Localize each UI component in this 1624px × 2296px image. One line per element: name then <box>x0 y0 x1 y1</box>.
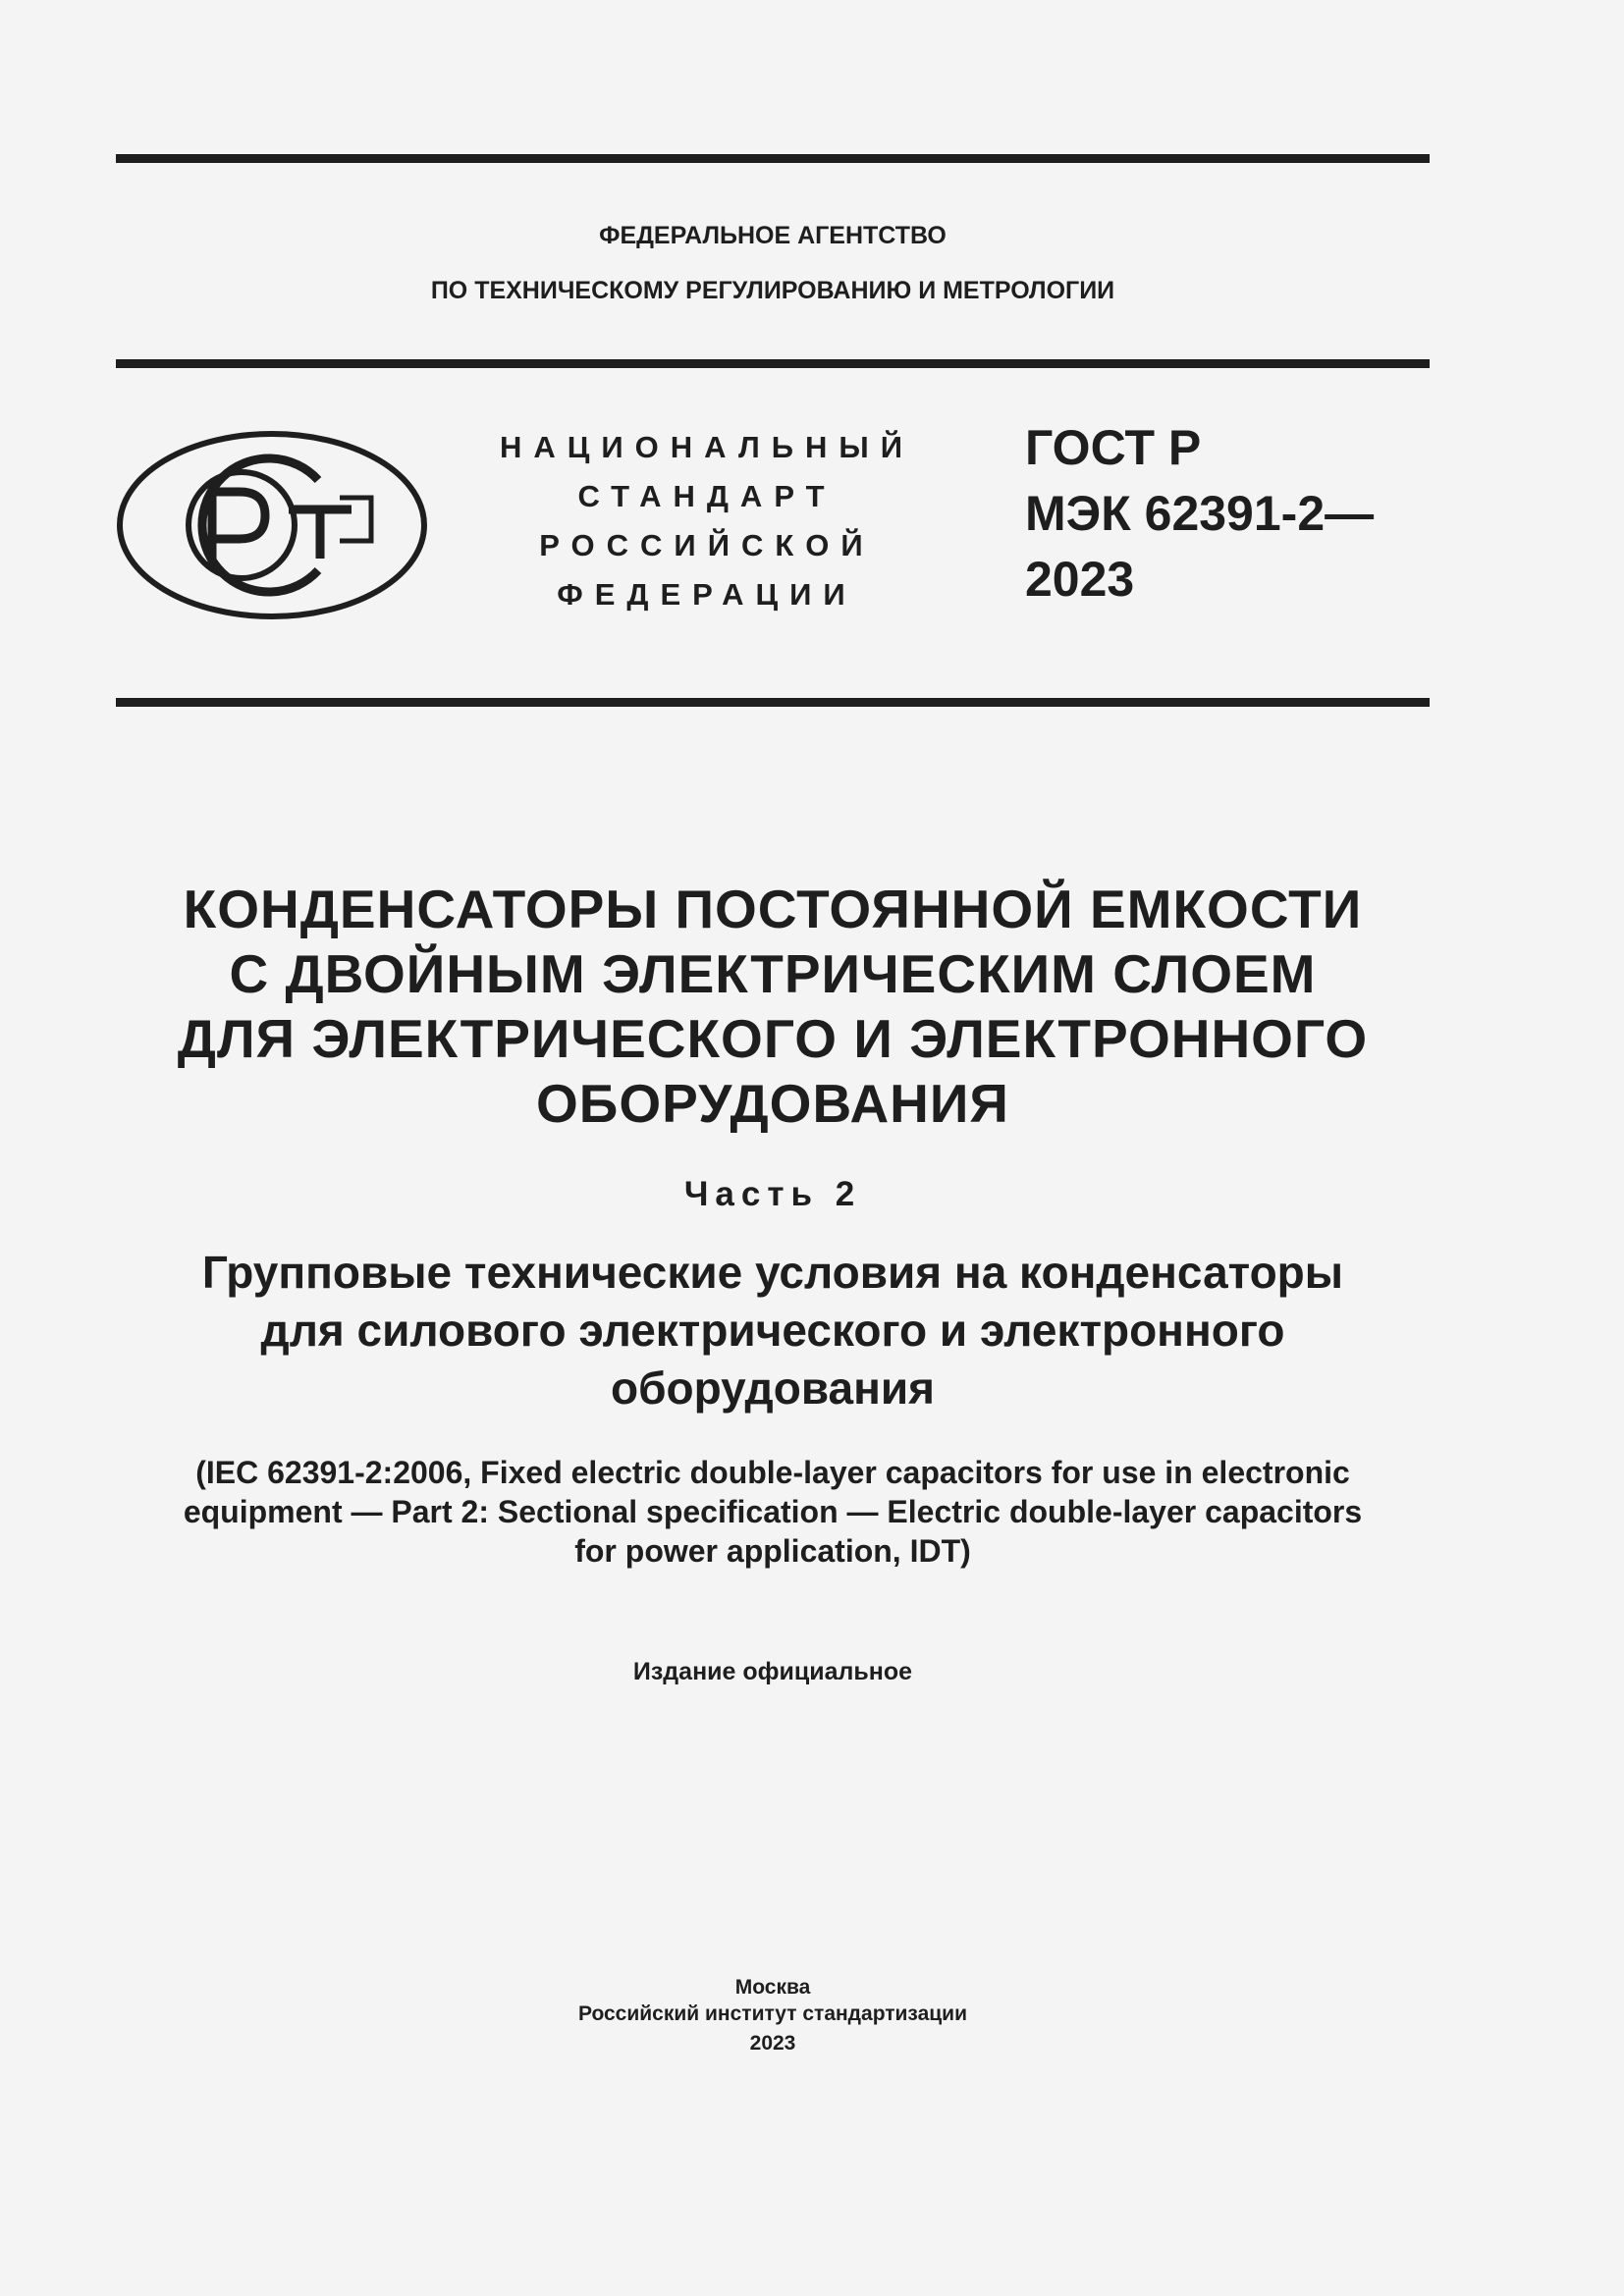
imprint-publisher: Российский институт стандартизации <box>577 2002 968 2025</box>
rst-conformity-mark-icon <box>116 429 428 621</box>
header-divider-rule <box>116 359 1430 368</box>
national-standard-line-3: РОССИЙСКОЙ <box>539 528 875 562</box>
agency-line-2: ПО ТЕХНИЧЕСКОМУ РЕГУЛИРОВАНИЮ И МЕТРОЛОГИИ <box>430 277 1115 304</box>
subtitle-line-3: оборудования <box>611 1362 935 1414</box>
document-title-line-1: КОНДЕНСАТОРЫ ПОСТОЯННОЙ ЕМКОСТИ <box>183 879 1363 939</box>
top-rule <box>116 154 1430 163</box>
iec-reference-line-1: (IEC 62391-2:2006, Fixed electric double-layer capacitors for use in electronic <box>195 1455 1350 1490</box>
iec-reference-line-2: equipment — Part 2: Sectional specification — Electric double-layer capacitors <box>183 1494 1363 1529</box>
part-label: Часть 2 <box>683 1175 862 1213</box>
subtitle-line-1: Групповые технические условия на конденсаторы <box>201 1247 1344 1298</box>
designation-line-2: МЭК 62391-2— <box>1025 486 1375 541</box>
national-standard-line-4: ФЕДЕРАЦИИ <box>557 577 857 612</box>
iec-reference-line-3: for power application, IDT) <box>574 1533 971 1569</box>
document-title-line-2: С ДВОЙНЫМ ЭЛЕКТРИЧЕСКИМ СЛОЕМ <box>229 943 1317 1004</box>
national-standard-line-1: НАЦИОНАЛЬНЫЙ <box>499 430 915 464</box>
national-standard-line-2: СТАНДАРТ <box>577 479 837 513</box>
subtitle-line-2: для силового электрического и электронного <box>260 1305 1285 1356</box>
document-title-line-3: ДЛЯ ЭЛЕКТРИЧЕСКОГО И ЭЛЕКТРОННОГО <box>177 1008 1369 1069</box>
imprint-year: 2023 <box>749 2032 796 2055</box>
designation-line-1: ГОСТ Р <box>1025 420 1202 475</box>
imprint-city: Москва <box>734 1976 811 1999</box>
agency-line-1: ФЕДЕРАЛЬНОЕ АГЕНТСТВО <box>599 222 947 249</box>
document-title-line-4: ОБОРУДОВАНИЯ <box>536 1073 1009 1134</box>
edition-label: Издание официальное <box>632 1658 913 1685</box>
section-divider-rule <box>116 698 1430 707</box>
designation-line-3: 2023 <box>1025 552 1135 607</box>
